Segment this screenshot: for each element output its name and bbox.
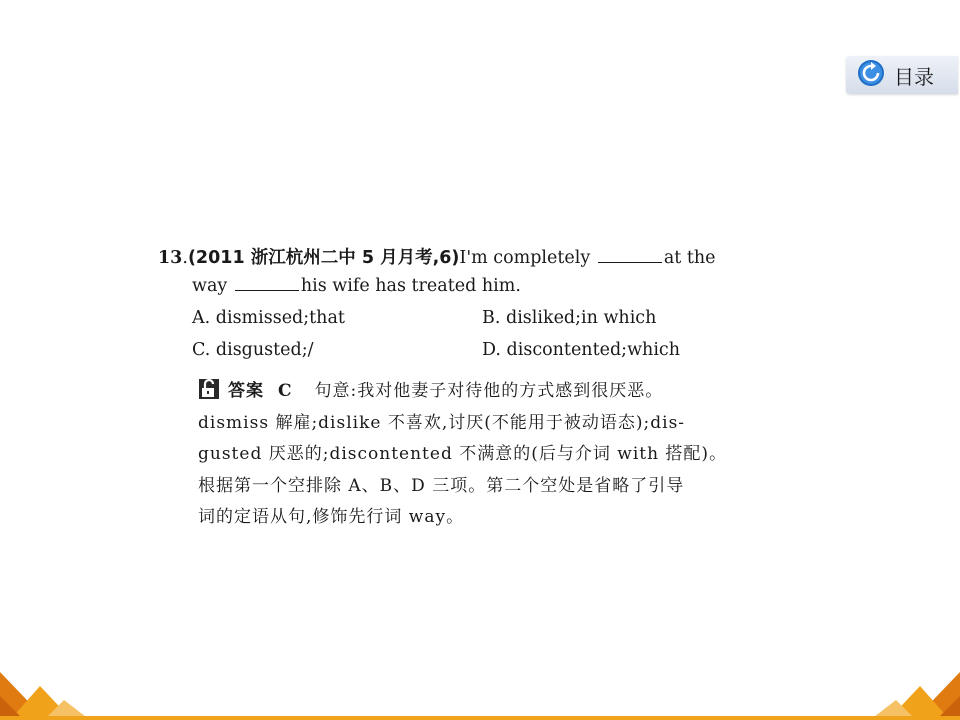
question-number: 13 — [158, 248, 183, 268]
answer-line-1 — [198, 376, 810, 408]
option-b: B. disliked;in which — [482, 308, 657, 328]
decor-left-corner — [0, 660, 110, 720]
decor-right-corner — [850, 660, 960, 720]
question-stem-line2-start: way — [192, 276, 228, 296]
refresh-arrow-icon — [856, 58, 886, 92]
question-stem-line2-end: his wife has treated him. — [300, 276, 521, 296]
option-c: C. disgusted;/ — [192, 340, 314, 360]
toc-button[interactable] — [846, 56, 958, 94]
question-stem-part2: at the — [663, 248, 716, 268]
question-line-1: 13.(2011 浙江杭州二中 5 月月考,6)I'm completely at the — [158, 248, 716, 268]
toc-label: 目录 — [894, 64, 934, 89]
blank-1 — [598, 248, 662, 263]
answer-letter: C — [278, 381, 293, 401]
question-line-2 — [192, 276, 521, 296]
answer-line-5: 词的定语从句,修饰先行词 way。 — [198, 507, 465, 527]
question-source: (2011 浙江杭州二中 5 月月考,6) — [187, 248, 460, 268]
option-a: A. dismissed;that — [192, 308, 345, 328]
option-d: D. discontented;which — [482, 340, 680, 360]
answer-line-3: gusted 厌恶的;discontented 不满意的(后与介词 with 搭配)。 — [198, 444, 728, 464]
blank-2 — [235, 276, 299, 291]
answer-line-4: 根据第一个空排除 A、B、D 三项。第二个空处是省略了引导 — [198, 475, 685, 496]
answer-line1-text: 句意:我对他妻子对待他的方式感到很厌恶。 — [314, 381, 664, 401]
answer-label: 答案 — [228, 381, 264, 401]
answer-line-2: dismiss 解雇;dislike 不喜欢,讨厌(不能用于被动语态);dis- — [198, 412, 686, 433]
answer-block — [198, 376, 810, 534]
unlock-icon — [198, 378, 220, 400]
bottom-bar — [0, 716, 960, 720]
question-stem-part1: I'm completely — [459, 248, 591, 268]
